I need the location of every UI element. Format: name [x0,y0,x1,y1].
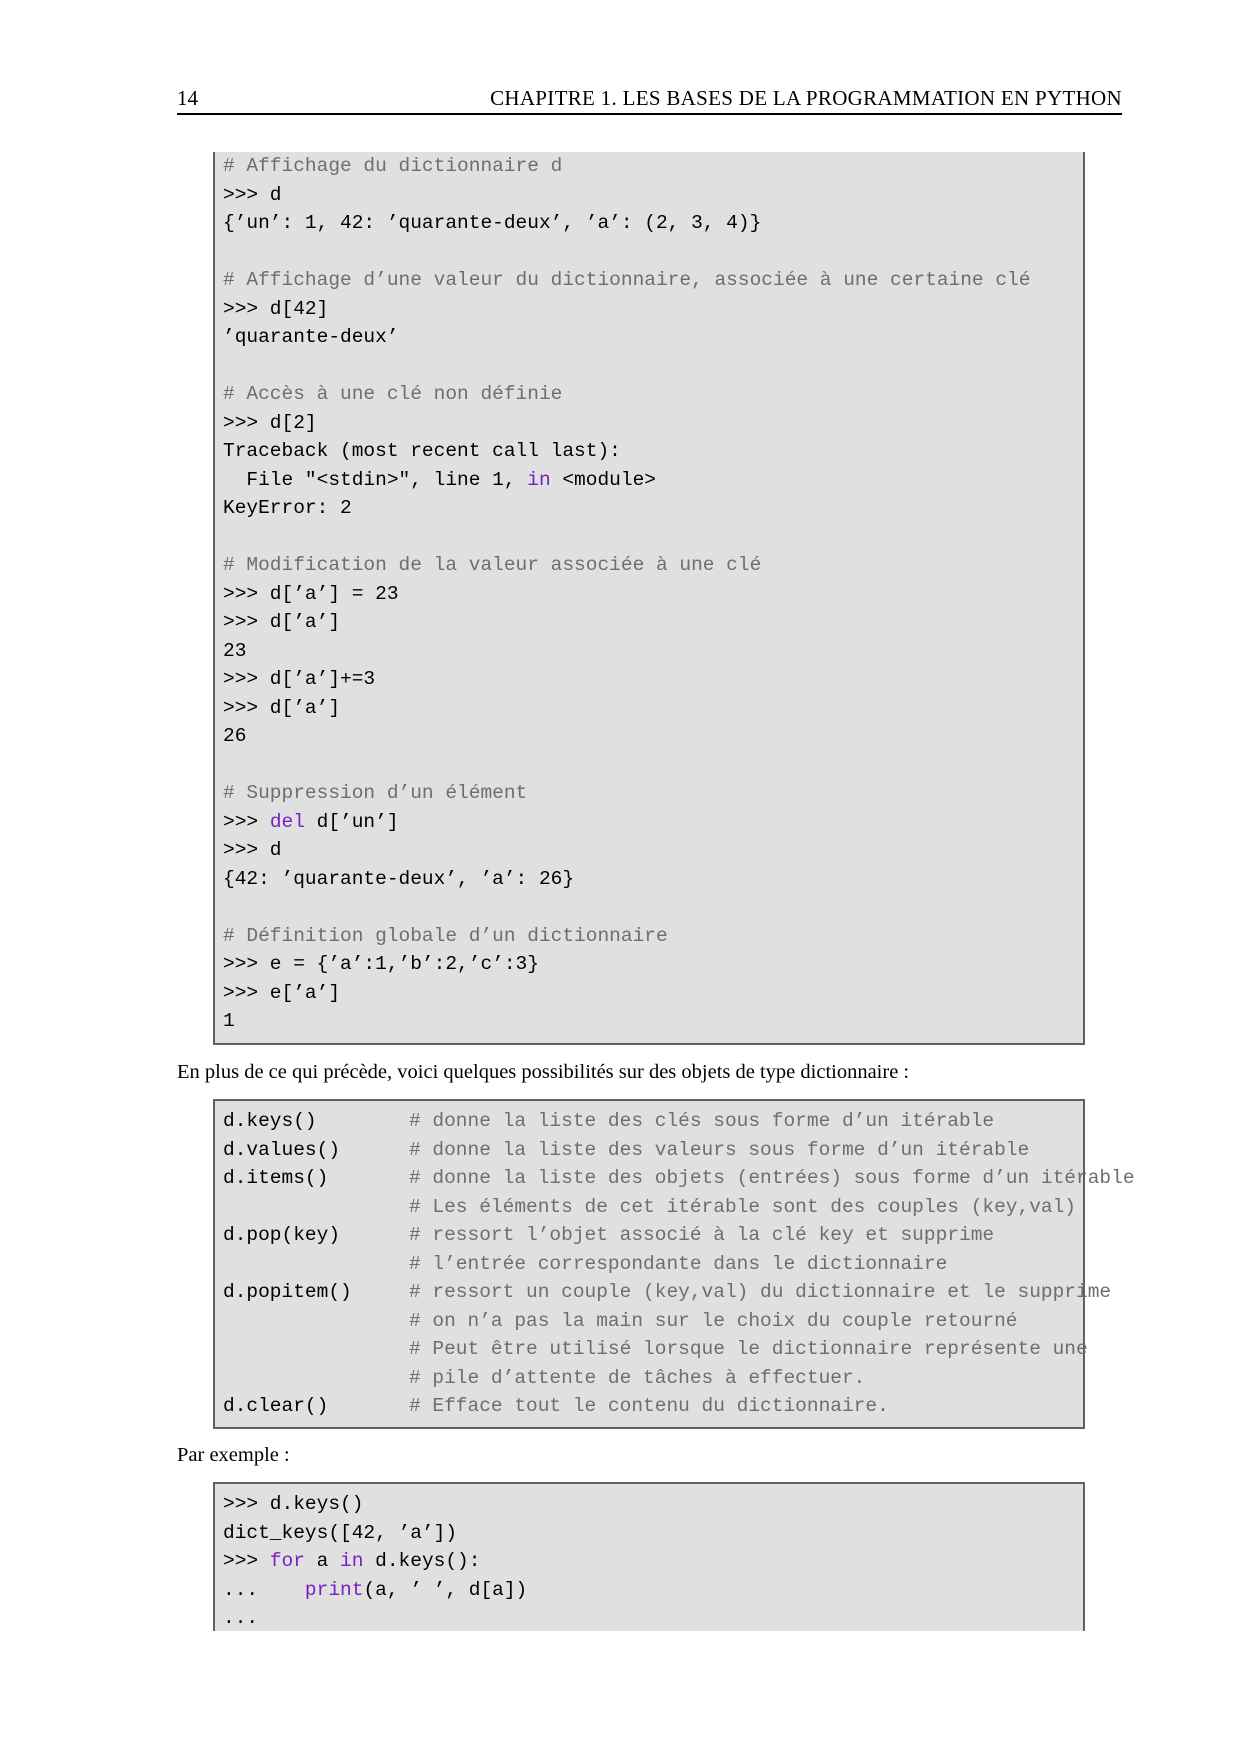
method-row [223,1364,865,1392]
code-block-keys-example [213,1482,1085,1631]
code-line [223,865,574,893]
code-text: 23 [223,639,247,662]
code-text: 1 [223,1010,235,1032]
method-comment: # ressort l’objet associé à la clé key et supprime [409,1224,995,1246]
header-rule [177,113,1122,115]
method-row [223,1164,1135,1192]
method-comment: # l’entrée correspondante dans le dictionnaire [409,1252,948,1275]
code-line [223,1490,363,1518]
keyword: in [527,468,551,491]
method-comment: # Efface tout le contenu du dictionnaire. [409,1395,889,1417]
code-text: ’quarante-deux’ [223,326,399,348]
code-text: >>> d [223,183,282,206]
code-line [223,580,399,608]
comment-text: # Suppression d’un élément [223,782,528,804]
code-text: a [304,1550,341,1572]
comment-text: # Affichage du dictionnaire d [223,155,563,177]
code-line [223,409,317,437]
code-comment-line [223,152,562,180]
code-text: {42: ’quarante-deux’, ’a’: 26} [223,867,575,890]
code-line [223,950,539,978]
method-name: d.values() [223,1138,341,1161]
method-name: d.popitem() [223,1281,352,1303]
code-line [223,181,282,209]
method-comment: # donne la liste des clés sous forme d’un itérable [409,1110,995,1132]
code-comment-line [223,779,527,807]
keyword: for [269,1550,305,1572]
code-text: >>> d[’a’] [223,611,341,633]
code-text: >>> e[’a’] [223,981,341,1004]
code-comment-line [223,380,562,408]
code-text: <module> [550,468,656,491]
comment-text: # Accès à une clé non définie [223,383,563,405]
comment-text: # Définition globale d’un dictionnaire [223,924,668,947]
code-text: >>> d[’a’]+=3 [223,668,376,690]
code-text: >>> e = {’a’:1,’b’:2,’c’:3} [223,953,539,975]
method-row [223,1307,1018,1335]
method-row [223,1335,1088,1363]
code-text: ... [223,1578,305,1601]
keyword: print [304,1578,364,1601]
method-comment: # ressort un couple (key,val) du dictionnaire et le supprime [409,1281,1112,1303]
method-row [223,1221,994,1249]
comment-text: # Affichage d’une valeur du dictionnaire, associée à une certaine clé [223,269,1031,291]
code-line [223,494,352,522]
code-text: {’un’: 1, 42: ’quarante-deux’, ’a’: (2, 3, 4)} [223,212,762,234]
code-text: KeyError: 2 [223,497,352,519]
method-name: d.items() [223,1167,329,1189]
code-text: d[’un’] [304,810,399,833]
method-row [223,1136,1029,1164]
code-text: >>> [223,1550,270,1572]
code-text: Traceback (most recent call last): [223,440,621,462]
keyword: del [269,810,305,833]
code-line [223,979,340,1007]
code-line [223,722,246,750]
code-text: 26 [223,725,247,747]
method-name: d.keys() [223,1110,317,1132]
code-comment-line [223,551,761,579]
code-line [223,1007,235,1035]
method-row [223,1250,947,1278]
code-line [223,1604,258,1632]
code-line [223,323,399,351]
code-text: >>> d [223,839,282,861]
code-text: dict_keys([42, ’a’]) [223,1521,458,1544]
code-block-dict-methods [213,1099,1135,1429]
code-line [223,808,399,836]
code-text: ... [223,1607,259,1629]
running-header [177,86,1122,114]
code-text: >>> d.keys() [223,1493,364,1515]
method-name: d.clear() [223,1395,329,1417]
code-line [223,608,340,636]
code-text: File "<stdin>", line 1, [223,468,528,491]
method-comment: # donne la liste des valeurs sous forme d’un itérable [409,1138,1030,1161]
code-line [223,665,375,693]
comment-text: # Modification de la valeur associée à une clé [223,554,762,576]
method-comment: # donne la liste des objets (entrées) sous forme d’un itérable [409,1167,1135,1189]
code-line [223,637,246,665]
code-line [223,1519,457,1547]
code-line [223,437,621,465]
method-comment: # Les éléments de cet itérable sont des couples (key,val) [409,1195,1077,1218]
code-comment-line [223,266,1030,294]
code-line [223,1576,527,1604]
method-name: d.pop(key) [223,1224,341,1246]
code-text: >>> d[’a’] [223,696,341,719]
code-comment-line [223,922,668,950]
code-text: >>> [223,810,270,833]
method-row [223,1193,1076,1221]
code-line [223,209,761,237]
code-line [223,1547,480,1575]
page-number: 14 [177,86,198,110]
code-line [223,836,282,864]
code-line [223,295,328,323]
paragraph-example: Par exemple : [177,1444,290,1466]
method-row [223,1278,1111,1306]
code-block-dictionary-ops [213,152,1085,1045]
method-comment: # pile d’attente de tâches à effectuer. [409,1366,866,1389]
code-text: (a, ’ ’, d[a]) [363,1578,528,1601]
method-comment: # on n’a pas la main sur le choix du couple retourné [409,1309,1018,1332]
code-line [223,694,340,722]
code-line [223,466,656,494]
paragraph-intro-methods: En plus de ce qui précède, voici quelques possibilités sur des objets de type dictionnaire : [177,1061,910,1083]
code-text: d.keys(): [363,1550,481,1572]
code-text: >>> d[2] [223,411,317,434]
method-row [223,1107,994,1135]
code-text: >>> d[’a’] = 23 [223,582,399,605]
keyword: in [340,1550,364,1572]
method-comment: # Peut être utilisé lorsque le dictionnaire représente une [409,1338,1088,1360]
code-text: >>> d[42] [223,297,329,320]
chapter-title: CHAPITRE 1. LES BASES DE LA PROGRAMMATION EN PYTHON [490,86,1122,110]
method-row [223,1392,889,1420]
